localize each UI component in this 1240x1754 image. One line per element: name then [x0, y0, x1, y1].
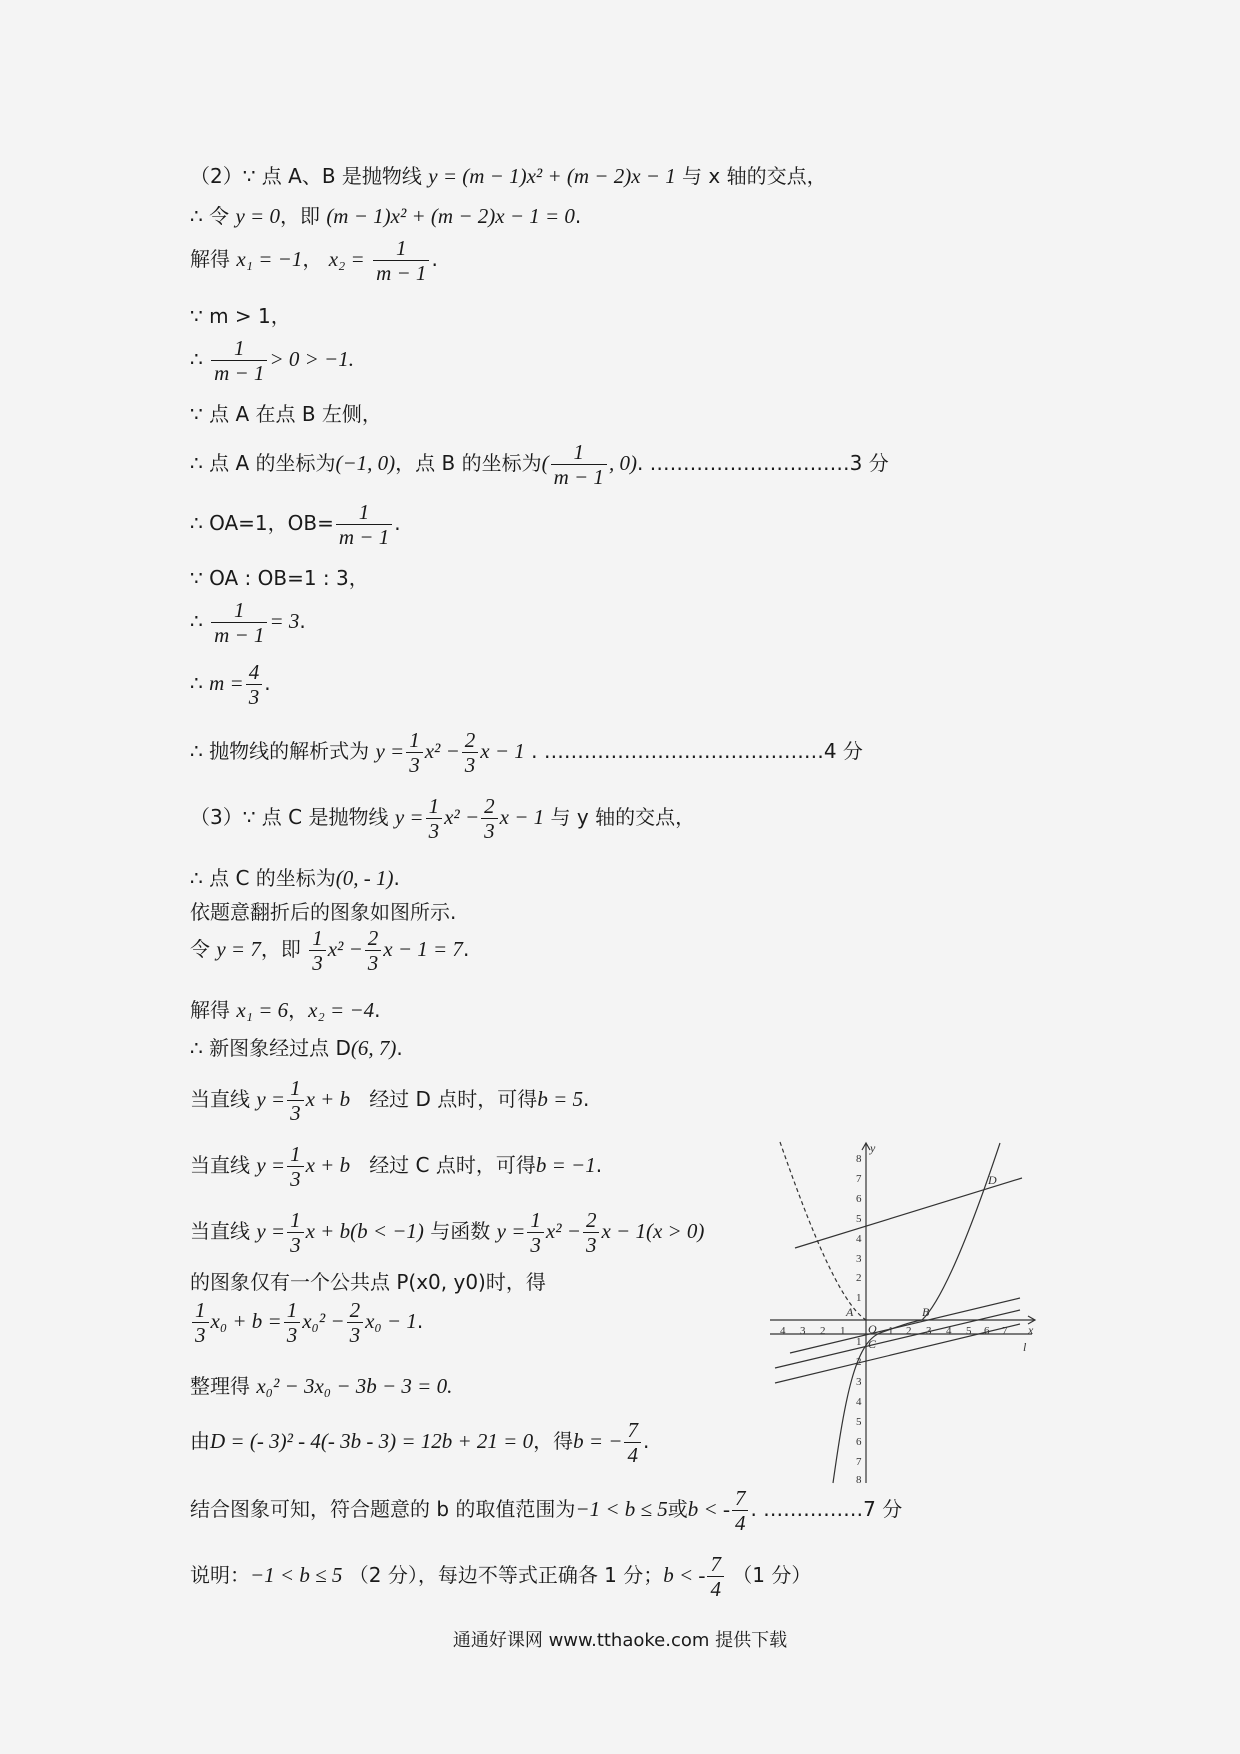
- tick-x-7: 7: [1002, 1325, 1008, 1337]
- p3-line10: 的图象仅有一个公共点 P(x0, y0)时，得: [190, 1270, 546, 1294]
- p3-line15: 说明：−1 < b ≤ 5 （2 分），每边不等式正确各 1 分；b < - $\frac{7}{4}$ （1 分）: [190, 1552, 812, 1601]
- score-3: . …………………………3 分: [636, 451, 889, 475]
- line-through-D: [795, 1178, 1022, 1248]
- tick-x-4: 4: [946, 1325, 952, 1337]
- tick-y-2: 2: [856, 1272, 862, 1284]
- tick-y-neg3: 3: [856, 1376, 862, 1388]
- tick-x-2: 2: [906, 1325, 912, 1337]
- fraction: $\frac{1}{m - 1}$: [211, 598, 267, 647]
- fraction: $\frac{2}{3}$: [481, 794, 498, 843]
- fraction: $\frac{7}{4}$: [624, 1418, 641, 1467]
- p3-line3: 依题意翻折后的图象如图所示.: [190, 900, 457, 924]
- parabola-graph: [770, 1138, 1040, 1488]
- fraction: $\frac{1}{3}$: [192, 1298, 209, 1347]
- p2-line1: （2）∵ 点 A、B 是抛物线 y = (m − 1)x² + (m − 2)x − 1 与 x 轴的交点，: [190, 164, 827, 188]
- score-7: . ……………7 分: [750, 1497, 903, 1521]
- p2-line8: ∴ OA=1，OB= $\frac{1}{m - 1}$ .: [190, 500, 401, 549]
- p2-line12: ∴ 抛物线的解析式为 y = $\frac{1}{3}$ x² − $\frac{2}{3}$ x − 1 . ……………………………………4 分: [190, 728, 863, 777]
- fraction: $\frac{2}{3}$: [365, 926, 382, 975]
- tick-y-neg8: 8: [856, 1474, 862, 1486]
- fraction: $\frac{1}{3}$: [284, 1298, 301, 1347]
- fraction: $\frac{1}{m - 1}$: [211, 336, 267, 385]
- fraction: $\frac{7}{4}$: [707, 1552, 724, 1601]
- reflected-parabola-dashed: [780, 1142, 866, 1320]
- p3-line8: 当直线 y = $\frac{1}{3}$ x + b 经过 C 点时，可得b = −1.: [190, 1142, 603, 1191]
- p2-line3: 解得 x₁ = −1， x₂ = $\frac{1}{m - 1}$ .: [190, 236, 438, 285]
- p2-line5: ∴ $\frac{1}{m - 1}$ > 0 > −1.: [190, 336, 354, 385]
- footer: 通通好课网 www.tthaoke.com 提供下载: [452, 1630, 788, 1651]
- p3-line14: 结合图象可知，符合题意的 b 的取值范围为−1 < b ≤ 5或b < - $\frac{7}{4}$ . ……………7 分: [190, 1486, 903, 1535]
- fraction: $\frac{4}{3}$: [246, 660, 263, 709]
- p3-line12: 整理得 x₀² − 3x₀ − 3b − 3 = 0.: [190, 1374, 453, 1398]
- origin-label: O: [868, 1322, 877, 1336]
- point-B-label: B: [922, 1305, 930, 1319]
- fraction: $\frac{2}{3}$: [583, 1208, 600, 1257]
- p3-line7: 当直线 y = $\frac{1}{3}$ x + b 经过 D 点时，可得b = 5.: [190, 1076, 590, 1125]
- tick-y-5: 5: [856, 1213, 862, 1225]
- tick-x-neg1: 1: [840, 1325, 846, 1337]
- fraction: $\frac{1}{3}$: [287, 1208, 304, 1257]
- p3-line1: （3）∵ 点 C 是抛物线 y = $\frac{1}{3}$ x² − $\frac{2}{3}$ x − 1 与 y 轴的交点，: [190, 794, 696, 843]
- point-D-label: D: [988, 1173, 997, 1187]
- tick-y-6: 6: [856, 1193, 862, 1205]
- p2-line4: ∵ m > 1，: [190, 304, 291, 328]
- tick-x-6: 6: [984, 1325, 990, 1337]
- p2-line7: ∴ 点 A 的坐标为(−1, 0)，点 B 的坐标为( $\frac{1}{m - 1}$ , 0). …………………………3 分: [190, 440, 889, 489]
- score-4: . ……………………………………4 分: [531, 739, 863, 763]
- fraction: $\frac{1}{m - 1}$: [551, 440, 607, 489]
- tick-x-3: 3: [926, 1325, 932, 1337]
- parabola-upper: [922, 1143, 1000, 1320]
- fraction: $\frac{1}{m - 1}$: [373, 236, 429, 285]
- tick-y-neg2: 2: [856, 1356, 862, 1368]
- p3-line6: ∴ 新图象经过点 D(6, 7).: [190, 1036, 403, 1060]
- tick-x-neg3: 3: [800, 1325, 806, 1337]
- p2-line2: ∴ 令 y = 0，即 (m − 1)x² + (m − 2)x − 1 = 0.: [190, 204, 582, 228]
- fraction: $\frac{1}{3}$: [309, 926, 326, 975]
- p2-line10: ∴ $\frac{1}{m - 1}$ = 3.: [190, 598, 306, 647]
- p3-line11: $\frac{1}{3}$ x₀ + b = $\frac{1}{3}$ x₀² − $\frac{2}{3}$ x₀ − 1.: [190, 1298, 423, 1347]
- tick-x-5: 5: [966, 1325, 972, 1337]
- p3-line4: 令 y = 7，即 $\frac{1}{3}$ x² − $\frac{2}{3}$ x − 1 = 7.: [190, 926, 470, 975]
- p3-line2: ∴ 点 C 的坐标为(0, - 1).: [190, 866, 400, 890]
- point-C-label: C: [868, 1337, 877, 1351]
- parabola-equation: y = (m − 1)x² + (m − 2)x − 1: [428, 164, 676, 188]
- line-l-label: l: [1023, 1340, 1027, 1354]
- fraction: $\frac{1}{3}$: [287, 1142, 304, 1191]
- tick-y-neg4: 4: [856, 1396, 862, 1408]
- p3-line9: 当直线 y = $\frac{1}{3}$ x + b(b < −1) 与函数 y = $\frac{1}{3}$ x² − $\frac{2}{3}$ x − 1(x > 0): [190, 1208, 705, 1257]
- y-axis-label: y: [870, 1141, 876, 1155]
- fraction: $\frac{1}{3}$: [406, 728, 423, 777]
- p2-line6: ∵ 点 A 在点 B 左侧，: [190, 402, 382, 426]
- fraction: $\frac{2}{3}$: [347, 1298, 364, 1347]
- tick-y-4: 4: [856, 1233, 862, 1245]
- tick-y-neg7: 7: [856, 1456, 862, 1468]
- tick-y-neg1: 1: [856, 1336, 862, 1348]
- tick-y-1: 1: [856, 1292, 862, 1304]
- tick-x-1: 1: [888, 1325, 894, 1337]
- tick-y-8: 8: [856, 1153, 862, 1165]
- x-axis-label: x: [1028, 1323, 1034, 1337]
- point-A-label: A: [846, 1305, 854, 1319]
- tick-y-neg6: 6: [856, 1436, 862, 1448]
- p3-line5: 解得 x₁ = 6，x₂ = −4.: [190, 998, 381, 1022]
- fraction: $\frac{2}{3}$: [462, 728, 479, 777]
- p2-line11: ∴ m = $\frac{4}{3}$ .: [190, 660, 271, 709]
- line-through-C: [775, 1310, 1020, 1368]
- fraction: $\frac{1}{m - 1}$: [336, 500, 392, 549]
- fraction: $\frac{7}{4}$: [732, 1486, 749, 1535]
- p2-line9: ∵ OA : OB=1 : 3，: [190, 566, 369, 590]
- tick-y-7: 7: [856, 1173, 862, 1185]
- tick-x-neg4: 4: [780, 1325, 786, 1337]
- fraction: $\frac{1}{3}$: [527, 1208, 544, 1257]
- tick-x-neg2: 2: [820, 1325, 826, 1337]
- parabola-lower: [833, 1320, 922, 1483]
- fraction: $\frac{1}{3}$: [287, 1076, 304, 1125]
- tick-y-3: 3: [856, 1253, 862, 1265]
- fraction: $\frac{1}{3}$: [426, 794, 443, 843]
- tick-y-neg5: 5: [856, 1416, 862, 1428]
- p3-line13: 由D = (- 3)² - 4(- 3b - 3) = 12b + 21 = 0，得b = − $\frac{7}{4}$ .: [190, 1418, 650, 1467]
